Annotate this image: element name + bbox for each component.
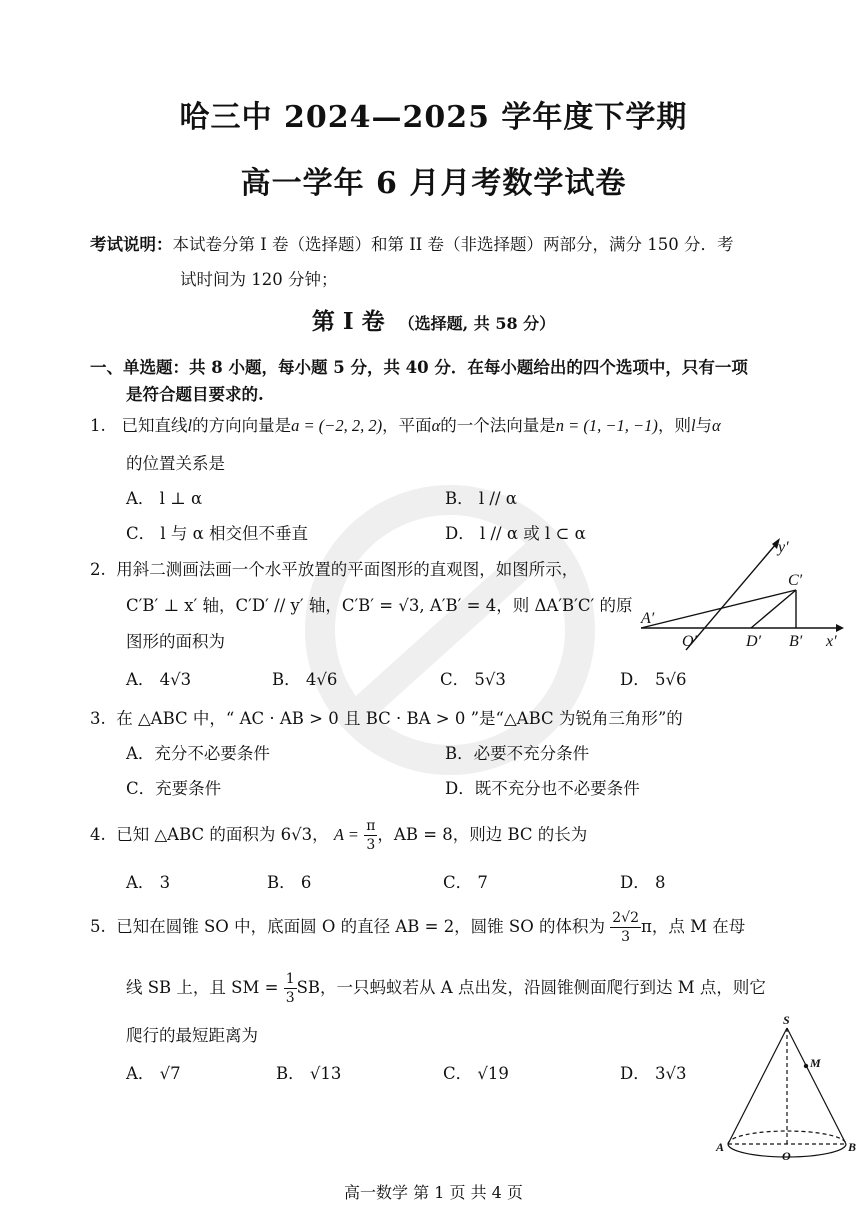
label-x-axis: x′ [826,633,837,650]
question-1-line1: 1. 已知直线l的方向向量是a = (−2, 2, 2)，平面α的一个法向量是n = (1, −1, −1)，则l与α [90,416,721,435]
q2-option-b: B． 4√6 [272,670,338,689]
q3-option-a: A．充分不必要条件 [126,744,270,763]
q4-frac-den: 3 [366,837,376,853]
q5-volume-fraction [610,909,641,946]
label-point-o: O′ [682,633,698,650]
q1-vector-a: a = (−2, 2, 2) [291,416,383,435]
cone-generatrix-sb [787,1028,846,1144]
q1-text-f: 与 [695,416,713,435]
exam-title-line2: 高一学年 6 月月考数学试卷 [240,166,627,201]
q5-text-d: SB，一只蚂蚁若从 A 点出发，沿圆锥侧面爬行到达 M 点，则它 [296,978,766,997]
cone-label-b: B [848,1140,857,1154]
question-2-line3: 图形的面积为 [126,632,225,651]
oblique-projection-figure [636,532,846,652]
q2-option-d: D． 5√6 [620,670,687,689]
label-point-a: A′ [641,610,655,627]
exam-title-line1: 哈三中 2024—2025 学年度下学期 [179,100,688,135]
q5-text-a: 已知在圆锥 SO 中，底面圆 O 的直径 AB = 2，圆锥 SO 的体积为 [116,917,606,936]
q4-angle-fraction [364,817,377,854]
q4-option-c: C． 7 [443,873,488,892]
q5-vol-den: 3 [621,929,631,945]
cone-label-s: S [783,1013,790,1027]
exam-note-line2: 试时间为 120 分钟； [180,270,338,289]
q4-option-d: D． 8 [620,873,666,892]
cone-label-o: O [782,1149,791,1163]
question-1-number: 1. [90,416,106,435]
q1-option-d: D． l // α 或 l ⊂ α [445,524,586,543]
q4-option-a: A． 3 [126,873,171,892]
q3-text-line1: 在 △ABC 中，“ AC · AB > 0 且 BC · BA > 0 ”是“△ABC 为锐角三角形”的 [116,709,683,728]
q1-text-c: ，平面 [382,416,432,435]
q2-option-a: A． 4√3 [126,670,192,689]
question-5-line3: 爬行的最短距离为 [126,1026,258,1045]
q5-option-b: B． √13 [276,1064,342,1083]
q2-text-line1: 用斜二测画法画一个水平放置的平面图形的直观图，如图所示， [116,560,579,579]
point-m-dot [804,1064,808,1068]
q1-text-b: 的方向向量是 [192,416,292,435]
q1-option-a: A． l ⊥ α [126,489,203,508]
q5-sm-den: 3 [285,990,295,1006]
section-heading [0,303,867,336]
label-point-d: D′ [746,633,762,650]
q5-option-c: C． √19 [443,1064,509,1083]
part1-instructions-line2: 是符合题目要求的. [126,385,264,404]
section-title: 第 I 卷 [311,308,385,335]
question-5-line1 [90,909,745,946]
cone-generatrix-sa [728,1028,787,1144]
cone-label-a: A [716,1140,725,1154]
q1-option-b: B． l // α [445,489,517,508]
question-2-line2: C′B′ ⊥ x′ 轴，C′D′ // y′ 轴，C′B′ = √3, A′B′ = 4，则 ΔA′B′C′ 的原 [126,596,633,615]
question-4-number: 4. [90,825,106,844]
q4-text-a: 已知 △ABC 的面积为 6√3， [116,825,329,844]
q5-ratio-fraction [284,970,297,1007]
question-2-number: 2. [90,560,106,579]
y-axis-line [686,544,776,650]
exam-note-text1: 本试卷分第 I 卷（选择题）和第 II 卷（非选择题）两部分，满分 150 分．考 [172,235,734,254]
question-2-line1 [90,556,578,580]
q3-option-c: C．充要条件 [126,779,222,798]
q1-option-c: C． l 与 α 相交但不垂直 [126,524,309,543]
exam-note-line1 [90,231,734,255]
q1-text-a: 已知直线 [121,416,188,435]
label-y-axis: y′ [778,539,789,556]
q5-vol-num: 2√2 [612,910,640,926]
q5-option-d: D． 3√3 [620,1064,687,1083]
question-3-line1 [90,705,683,729]
question-5-line2 [126,970,766,1007]
q5-sm-num: 1 [285,971,295,987]
label-point-c: C′ [788,572,803,589]
question-3-number: 3. [90,709,106,728]
q1-vector-n: n = (1, −1, −1) [555,416,658,435]
q4-option-b: B． 6 [267,873,312,892]
cone-label-m: M [810,1056,821,1070]
page-footer: 高一数学 第 1 页 共 4 页 [344,1183,523,1202]
q5-text-c: 线 SB 上，且 SM = [126,978,279,997]
q1-text-e: ，则 [657,416,691,435]
q4-frac-num: π [366,818,376,834]
label-point-b: B′ [789,633,803,650]
q5-option-a: A． √7 [126,1064,181,1083]
question-1-line2: 的位置关系是 [126,454,225,473]
cone-figure [712,1010,862,1165]
q3-option-d: D．既不充分也不必要条件 [445,779,640,798]
part1-instructions-line1: 一、单选题：共 8 小题，每小题 5 分，共 40 分．在每小题给出的四个选项中，只有一项 [90,358,748,377]
question-5-number: 5. [90,917,106,936]
question-4-line1 [90,817,587,854]
exam-note-label: 考试说明： [90,235,173,254]
q3-option-b: B．必要不充分条件 [445,744,590,763]
q1-text-d: 的一个法向量是 [440,416,556,435]
q2-option-c: C． 5√3 [440,670,506,689]
q5-text-b: π，点 M 在母 [641,917,746,936]
q4-text-b: A = [333,825,359,844]
q4-text-c: ，AB = 8，则边 BC 的长为 [377,825,588,844]
section-subtitle: （选择题, 共 58 分） [398,314,556,333]
